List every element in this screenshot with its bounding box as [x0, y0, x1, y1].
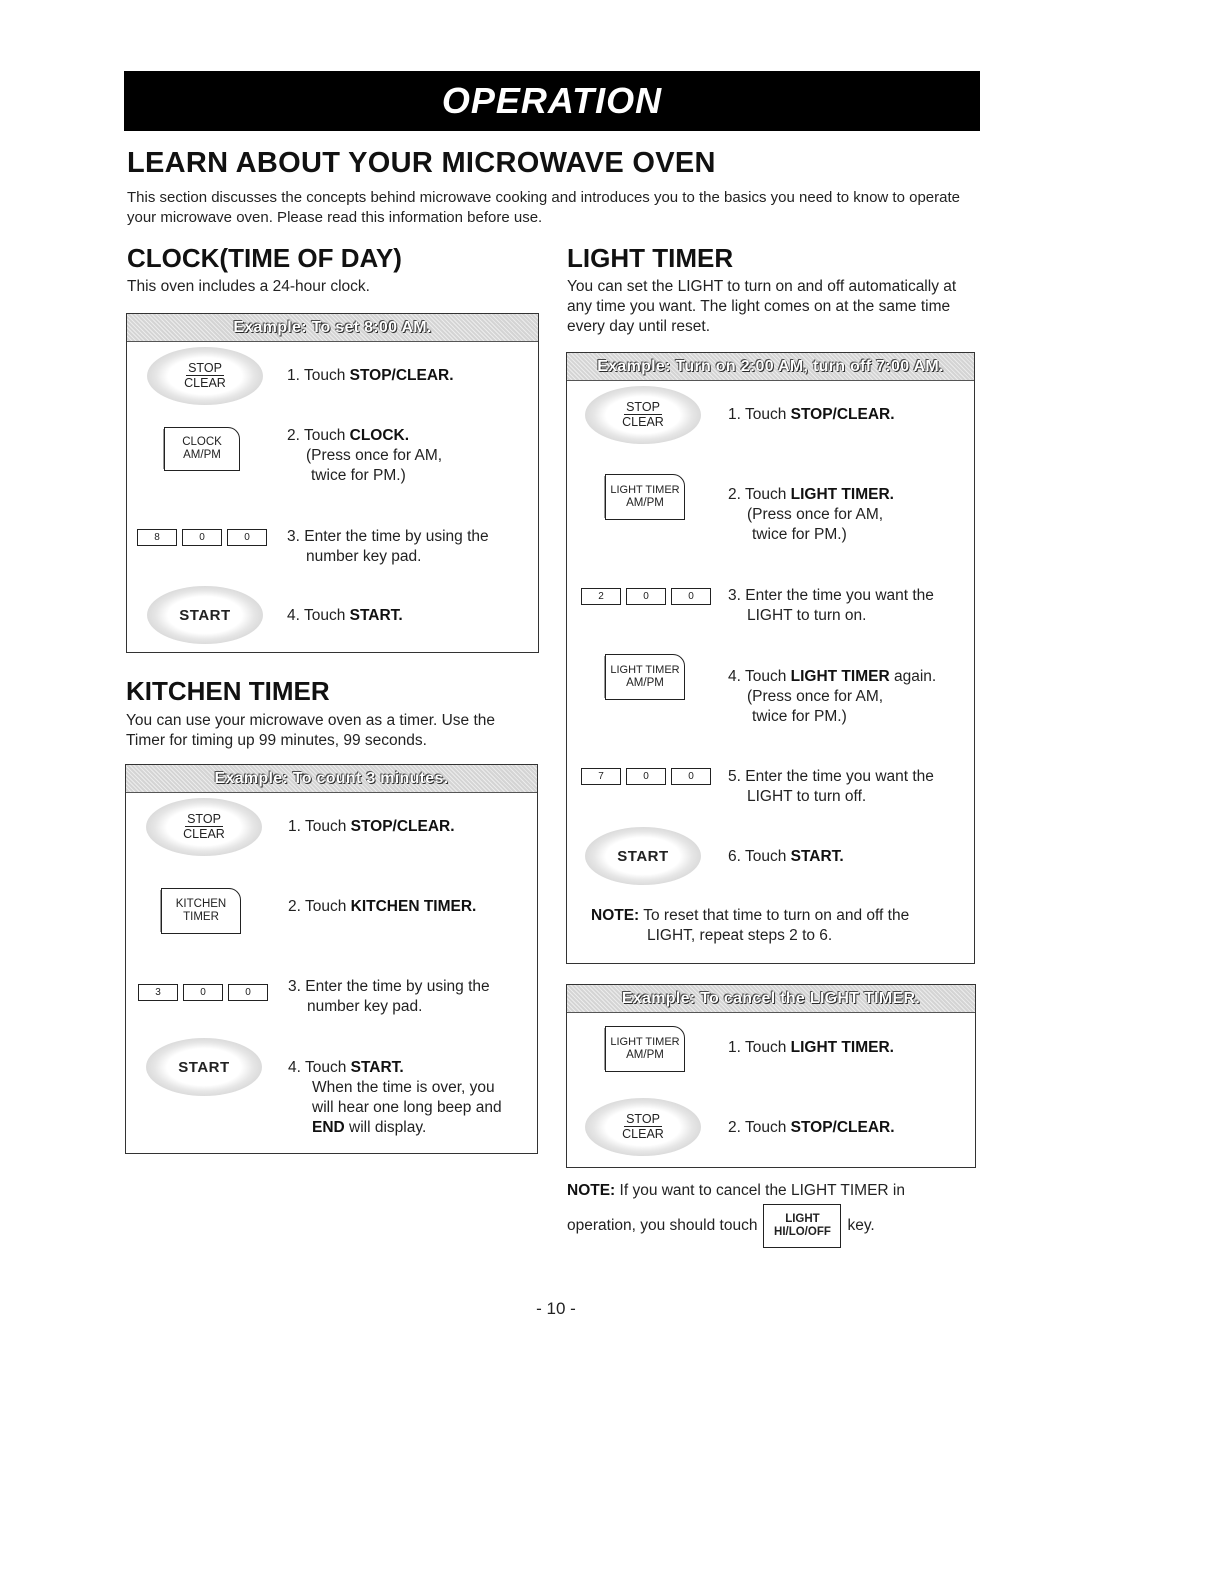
- stop-label: STOP: [626, 1112, 660, 1126]
- clear-label: CLEAR: [184, 376, 226, 390]
- number-key: 7: [581, 768, 621, 785]
- kitchen-section-text: You can use your microwave oven as a timer. Use the Timer for timing up 99 minutes, 99 seconds.: [126, 712, 496, 749]
- light-timer-label: LIGHT TIMER: [610, 664, 680, 676]
- light-example-box: [566, 352, 975, 964]
- page-title: LEARN ABOUT YOUR MICROWAVE OVEN: [127, 147, 716, 179]
- number-key: 2: [581, 588, 621, 605]
- light-off-number-keys: [581, 768, 711, 785]
- clock-step-4: 4. Touch START.: [287, 607, 403, 624]
- cancel-step-1: 1. Touch LIGHT TIMER.: [728, 1039, 894, 1056]
- ampm-label: AM/PM: [626, 497, 664, 509]
- start-key: [146, 1038, 262, 1096]
- light-timer-key: [605, 654, 685, 700]
- start-label: START: [617, 847, 669, 865]
- light-section-title: LIGHT TIMER: [567, 243, 734, 273]
- clock-section-text: This oven includes a 24-hour clock.: [127, 278, 370, 295]
- number-key: 0: [228, 984, 268, 1001]
- timer-label: TIMER: [183, 911, 219, 923]
- cancel-note-line2: operation, you should touch LIGHT HI/LO/OFF key.: [567, 1204, 875, 1248]
- number-key: 0: [671, 768, 711, 785]
- light-note: NOTE: To reset that time to turn on and off the LIGHT, repeat steps 2 to 6.: [591, 907, 910, 944]
- stop-clear-key: [147, 347, 263, 405]
- clock-step-1: 1. Touch STOP/CLEAR.: [287, 367, 454, 384]
- light-timer-key: [605, 1026, 685, 1072]
- kitchen-section-title: KITCHEN TIMER: [126, 676, 330, 706]
- kitchen-step-3: 3. Enter the time by using the number key pad.: [288, 978, 490, 1015]
- clock-example-box: [126, 313, 539, 653]
- kitchen-step-1: 1. Touch STOP/CLEAR.: [288, 818, 455, 835]
- cancel-step-2: 2. Touch STOP/CLEAR.: [728, 1119, 895, 1136]
- start-key: [585, 827, 701, 885]
- clock-number-keys: [137, 529, 267, 546]
- banner-text: OPERATION: [441, 80, 663, 121]
- light-step-5: 5. Enter the time you want the LIGHT to turn off.: [728, 768, 934, 805]
- number-key: 0: [227, 529, 267, 546]
- kitchen-example-header: [126, 765, 537, 793]
- light-step-6: 6. Touch START.: [728, 848, 844, 865]
- light-on-number-keys: [581, 588, 711, 605]
- stop-label: STOP: [188, 361, 222, 375]
- kitchen-number-keys: [138, 984, 268, 1001]
- light-timer-label: LIGHT TIMER: [610, 1036, 680, 1048]
- stop-clear-key: [585, 1098, 701, 1156]
- cancel-note: NOTE: If you want to cancel the LIGHT TIMER in: [567, 1182, 905, 1199]
- clock-label: CLOCK: [182, 436, 222, 448]
- clear-label: CLEAR: [183, 827, 225, 841]
- light-example-title: Example: Turn on 2:00 AM, turn off 7:00 AM.: [597, 357, 944, 375]
- number-key: 0: [183, 984, 223, 1001]
- light-step-3: 3. Enter the time you want the LIGHT to turn on.: [728, 587, 934, 624]
- clock-ampm-key: [164, 427, 240, 471]
- number-key: 3: [138, 984, 178, 1001]
- light-step-2: 2. Touch LIGHT TIMER. (Press once for AM, twice for PM.): [728, 486, 894, 543]
- clear-label: CLEAR: [622, 415, 664, 429]
- stop-label: STOP: [187, 812, 221, 826]
- intro-text: This section discusses the concepts behind microwave cooking and introduces you to the basics you need to know to operate your microwave oven. Please read this information before use.: [127, 189, 960, 226]
- ampm-label: AM/PM: [183, 449, 221, 461]
- clock-step-2: 2. Touch CLOCK. (Press once for AM, twice for PM.): [287, 427, 443, 484]
- number-key: 0: [182, 529, 222, 546]
- operation-banner: [124, 71, 980, 131]
- light-timer-label: LIGHT TIMER: [610, 484, 680, 496]
- start-key: [147, 586, 263, 644]
- cancel-example-title: Example: To cancel the LIGHT TIMER.: [621, 989, 921, 1007]
- light-section-text: You can set the LIGHT to turn on and off automatically at any time you want. The light comes on at the same time every day until reset.: [567, 278, 957, 335]
- hi-lo-off-label: HI/LO/OFF: [774, 1226, 831, 1238]
- clock-example-title: Example: To set 8:00 AM.: [233, 318, 432, 336]
- number-key: 8: [137, 529, 177, 546]
- clock-section-title: CLOCK(TIME OF DAY): [127, 243, 402, 273]
- number-key: 0: [626, 588, 666, 605]
- clock-step-3: 3. Enter the time by using the number key pad.: [287, 528, 489, 565]
- ampm-label: AM/PM: [626, 1049, 664, 1061]
- number-key: 0: [626, 768, 666, 785]
- kitchen-example-box: [125, 764, 538, 1154]
- number-key: 0: [671, 588, 711, 605]
- kitchen-example-title: Example: To count 3 minutes.: [214, 769, 449, 787]
- stop-label: STOP: [626, 400, 660, 414]
- stop-clear-key: [146, 798, 262, 856]
- ampm-label: AM/PM: [626, 677, 664, 689]
- start-label: START: [178, 1058, 230, 1076]
- kitchen-label: KITCHEN: [175, 898, 227, 910]
- kitchen-step-4: 4. Touch START. When the time is over, you will hear one long beep and END will display.: [288, 1059, 502, 1136]
- kitchen-timer-key: [161, 888, 241, 934]
- light-example-header: [567, 353, 974, 381]
- clock-example-header: [127, 314, 538, 342]
- kitchen-step-2: 2. Touch KITCHEN TIMER.: [288, 898, 477, 915]
- start-label: START: [179, 606, 231, 624]
- light-step-1: 1. Touch STOP/CLEAR.: [728, 406, 895, 423]
- light-step-4: 4. Touch LIGHT TIMER again. (Press once for AM, twice for PM.): [728, 668, 937, 725]
- cancel-example-header: [567, 985, 975, 1013]
- light-label: LIGHT: [785, 1213, 820, 1225]
- light-hi-lo-off-key: [763, 1204, 841, 1248]
- light-timer-key: [605, 474, 685, 520]
- stop-clear-key: [585, 386, 701, 444]
- cancel-example-box: [566, 984, 976, 1168]
- page-number: - 10 -: [536, 1299, 576, 1318]
- clear-label: CLEAR: [622, 1127, 664, 1141]
